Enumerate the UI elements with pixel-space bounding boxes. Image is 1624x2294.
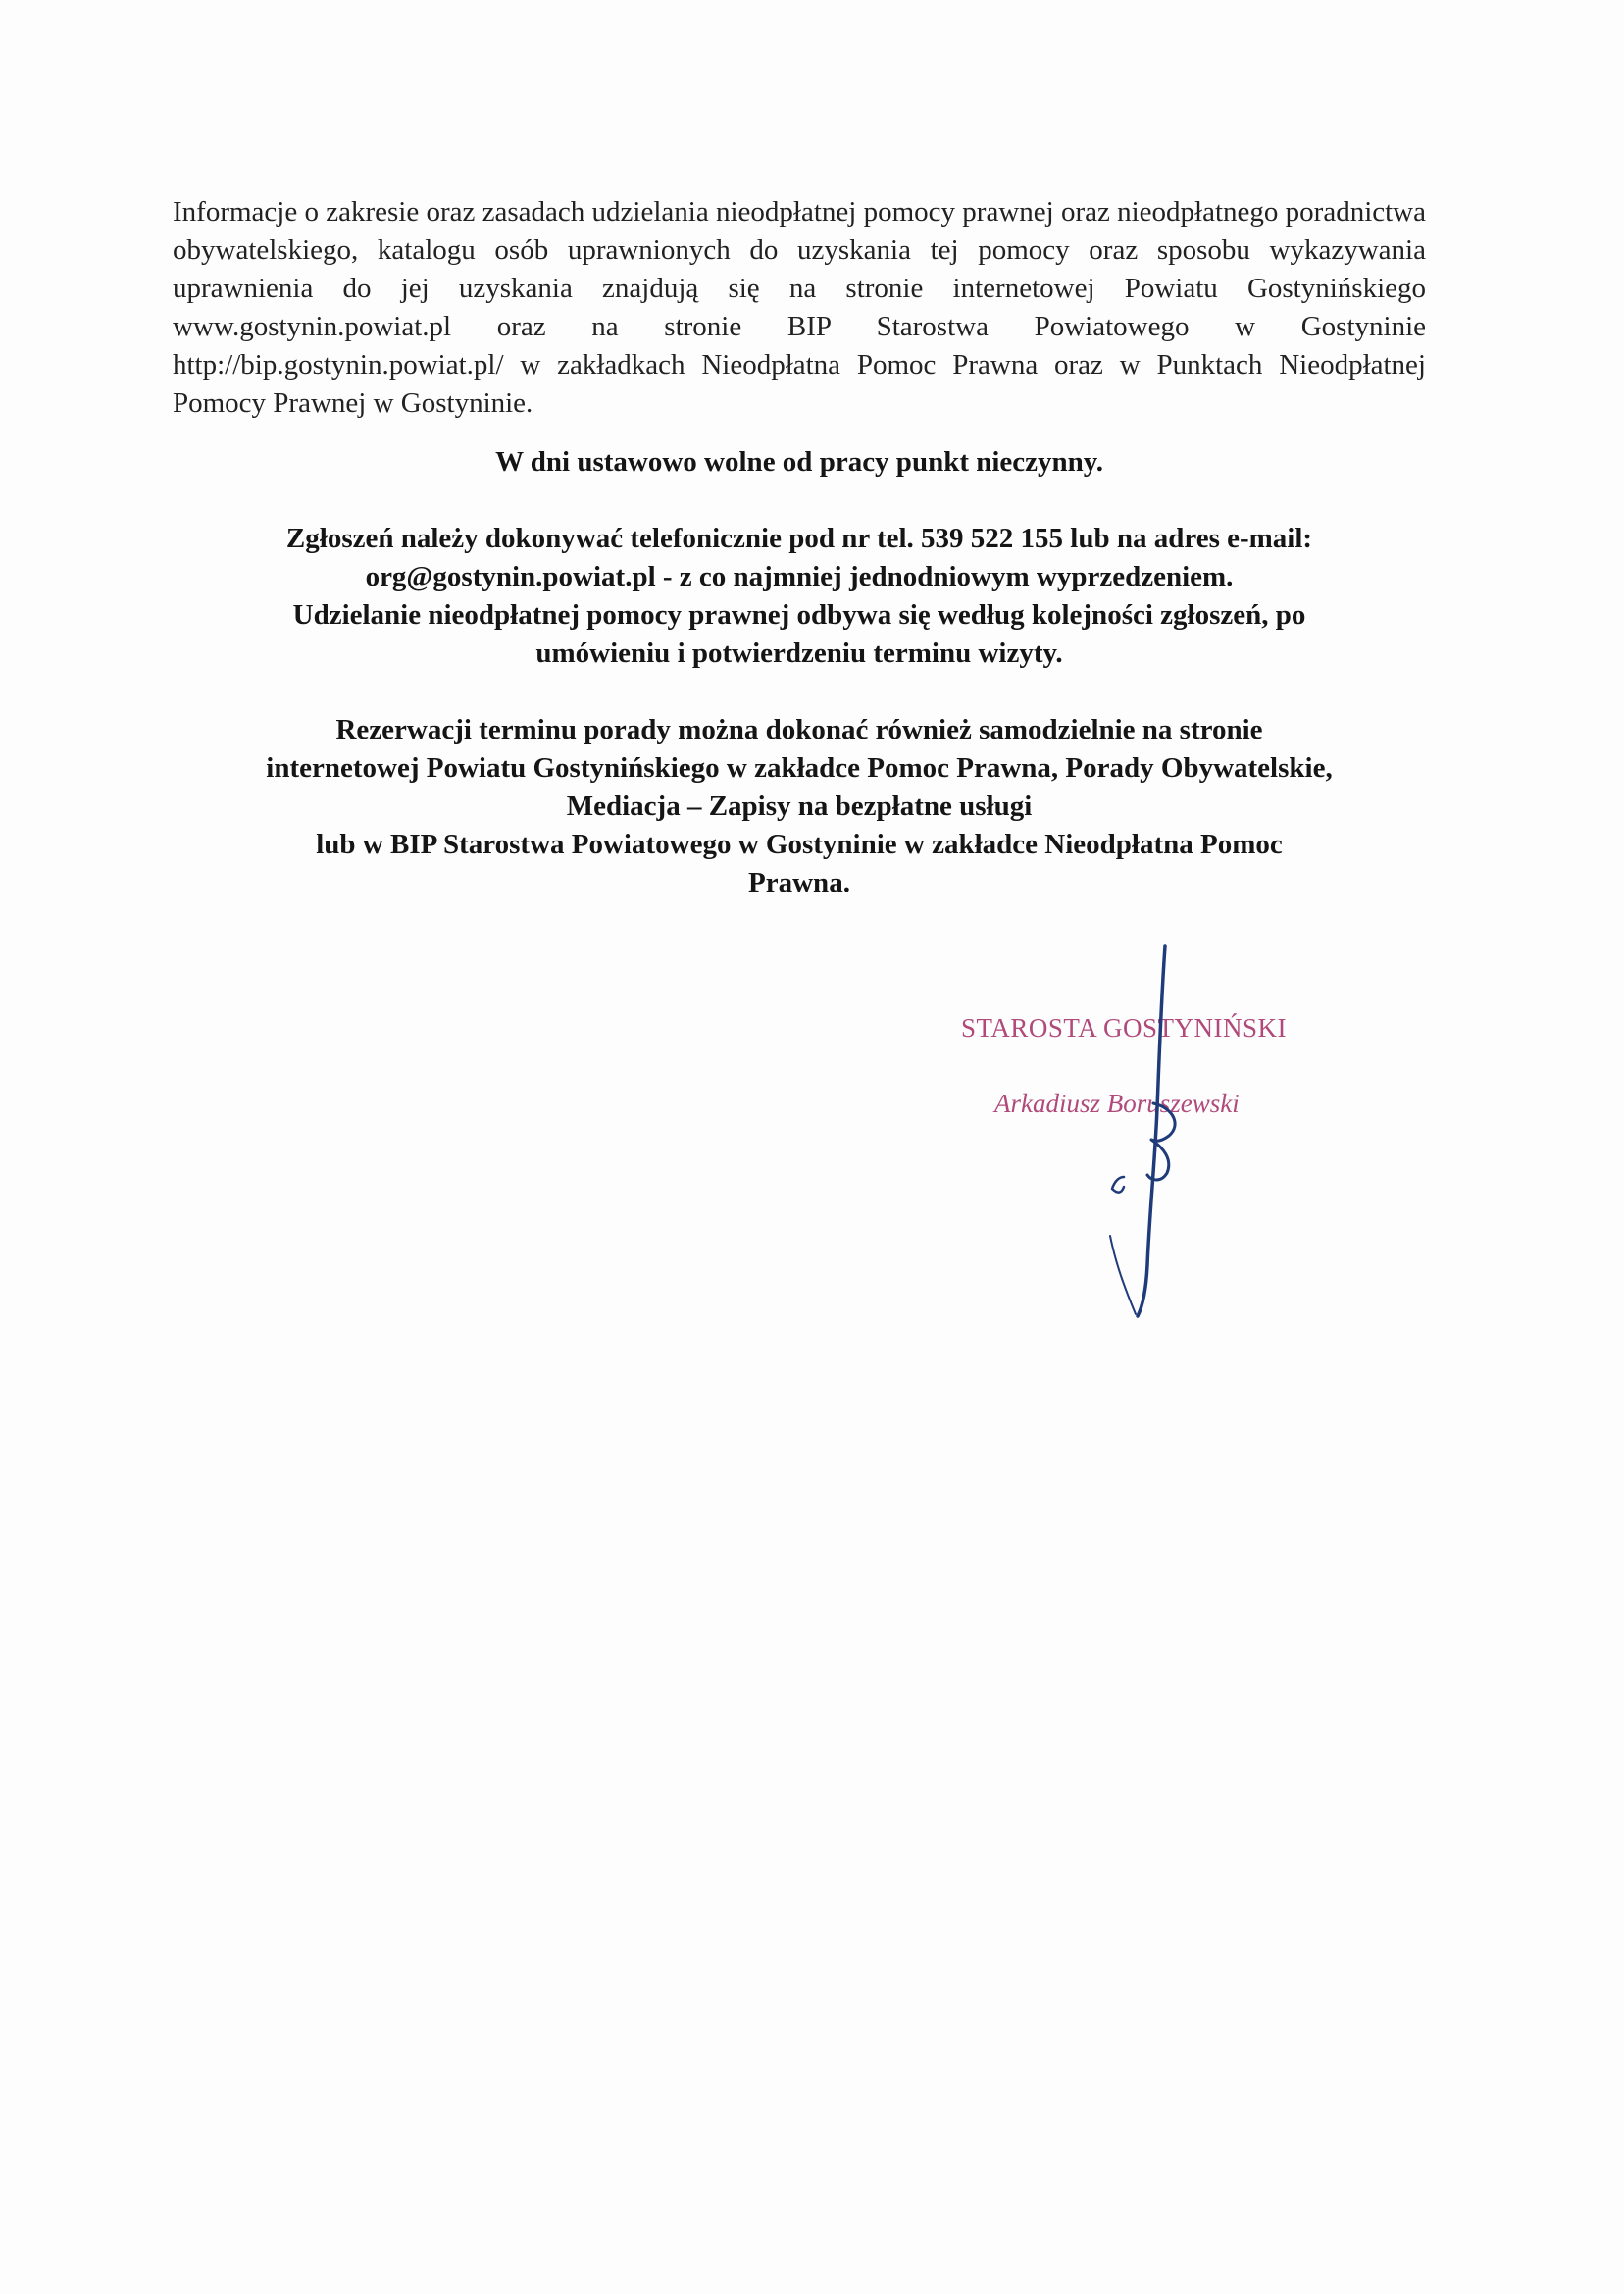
intro-paragraph: Informacje o zakresie oraz zasadach udzielania nieodpłatnej pomocy prawnej oraz nieodpłatnego poradnictwa obywatelskiego, katalogu osób uprawnionych do uzyskania tej pomocy oraz sposobu wykazywania uprawnienia do jej uzyskania znajdują się na stronie internetowej Powiatu Gostynińskiego www.gostynin.powiat.pl oraz na stronie BIP Starostwa Powiatowego w Gostyninie http://bip.gostynin.powiat.pl/ w zakładkach Nieodpłatna Pomoc Prawna oraz w Punktach Nieodpłatnej Pomocy Prawnej w Gostyninie. [173,196,1426,419]
stamp-name: Arkadiusz Boruszewski [994,1089,1240,1118]
reservation-line-2: internetowej Powiatu Gostynińskiego w zakładce Pomoc Prawna, Porady Obywatelskie, [266,752,1333,784]
signature-hook-stroke [1112,1177,1124,1193]
signature-tail-stroke [1110,1236,1136,1314]
stamp-title: STAROSTA GOSTYNIŃSKI [961,1013,1287,1043]
contact-instructions [173,520,1426,673]
signature-loop-stroke [1147,1103,1175,1180]
contact-line-phone: Zgłoszeń należy dokonywać telefonicznie pod nr tel. 539 522 155 lub na adres e-mail: [285,523,1313,554]
closed-days-line: W dni ustawowo wolne od pracy punkt nieczynny. [495,446,1103,478]
closed-days-notice [173,443,1426,482]
contact-line-order: Udzielanie nieodpłatnej pomocy prawnej odbywa się według kolejności zgłoszeń, po [292,599,1306,631]
handwritten-signature [1079,942,1196,1324]
reservation-line-3: Mediacja – Zapisy na bezpłatne usługi [566,790,1033,822]
reservation-line-5: Prawna. [748,867,850,898]
reservation-line-4: lub w BIP Starostwa Powiatowego w Gostyninie w zakładce Nieodpłatna Pomoc [316,829,1283,860]
signature-main-stroke [1138,946,1165,1316]
contact-line-email: org@gostynin.powiat.pl - z co najmniej jednodniowym wyprzedzeniem. [365,561,1234,592]
reservation-instructions [173,711,1426,902]
reservation-line-1: Rezerwacji terminu porady można dokonać również samodzielnie na stronie [335,714,1263,745]
contact-line-appointment: umówieniu i potwierdzeniu terminu wizyty. [535,637,1063,669]
